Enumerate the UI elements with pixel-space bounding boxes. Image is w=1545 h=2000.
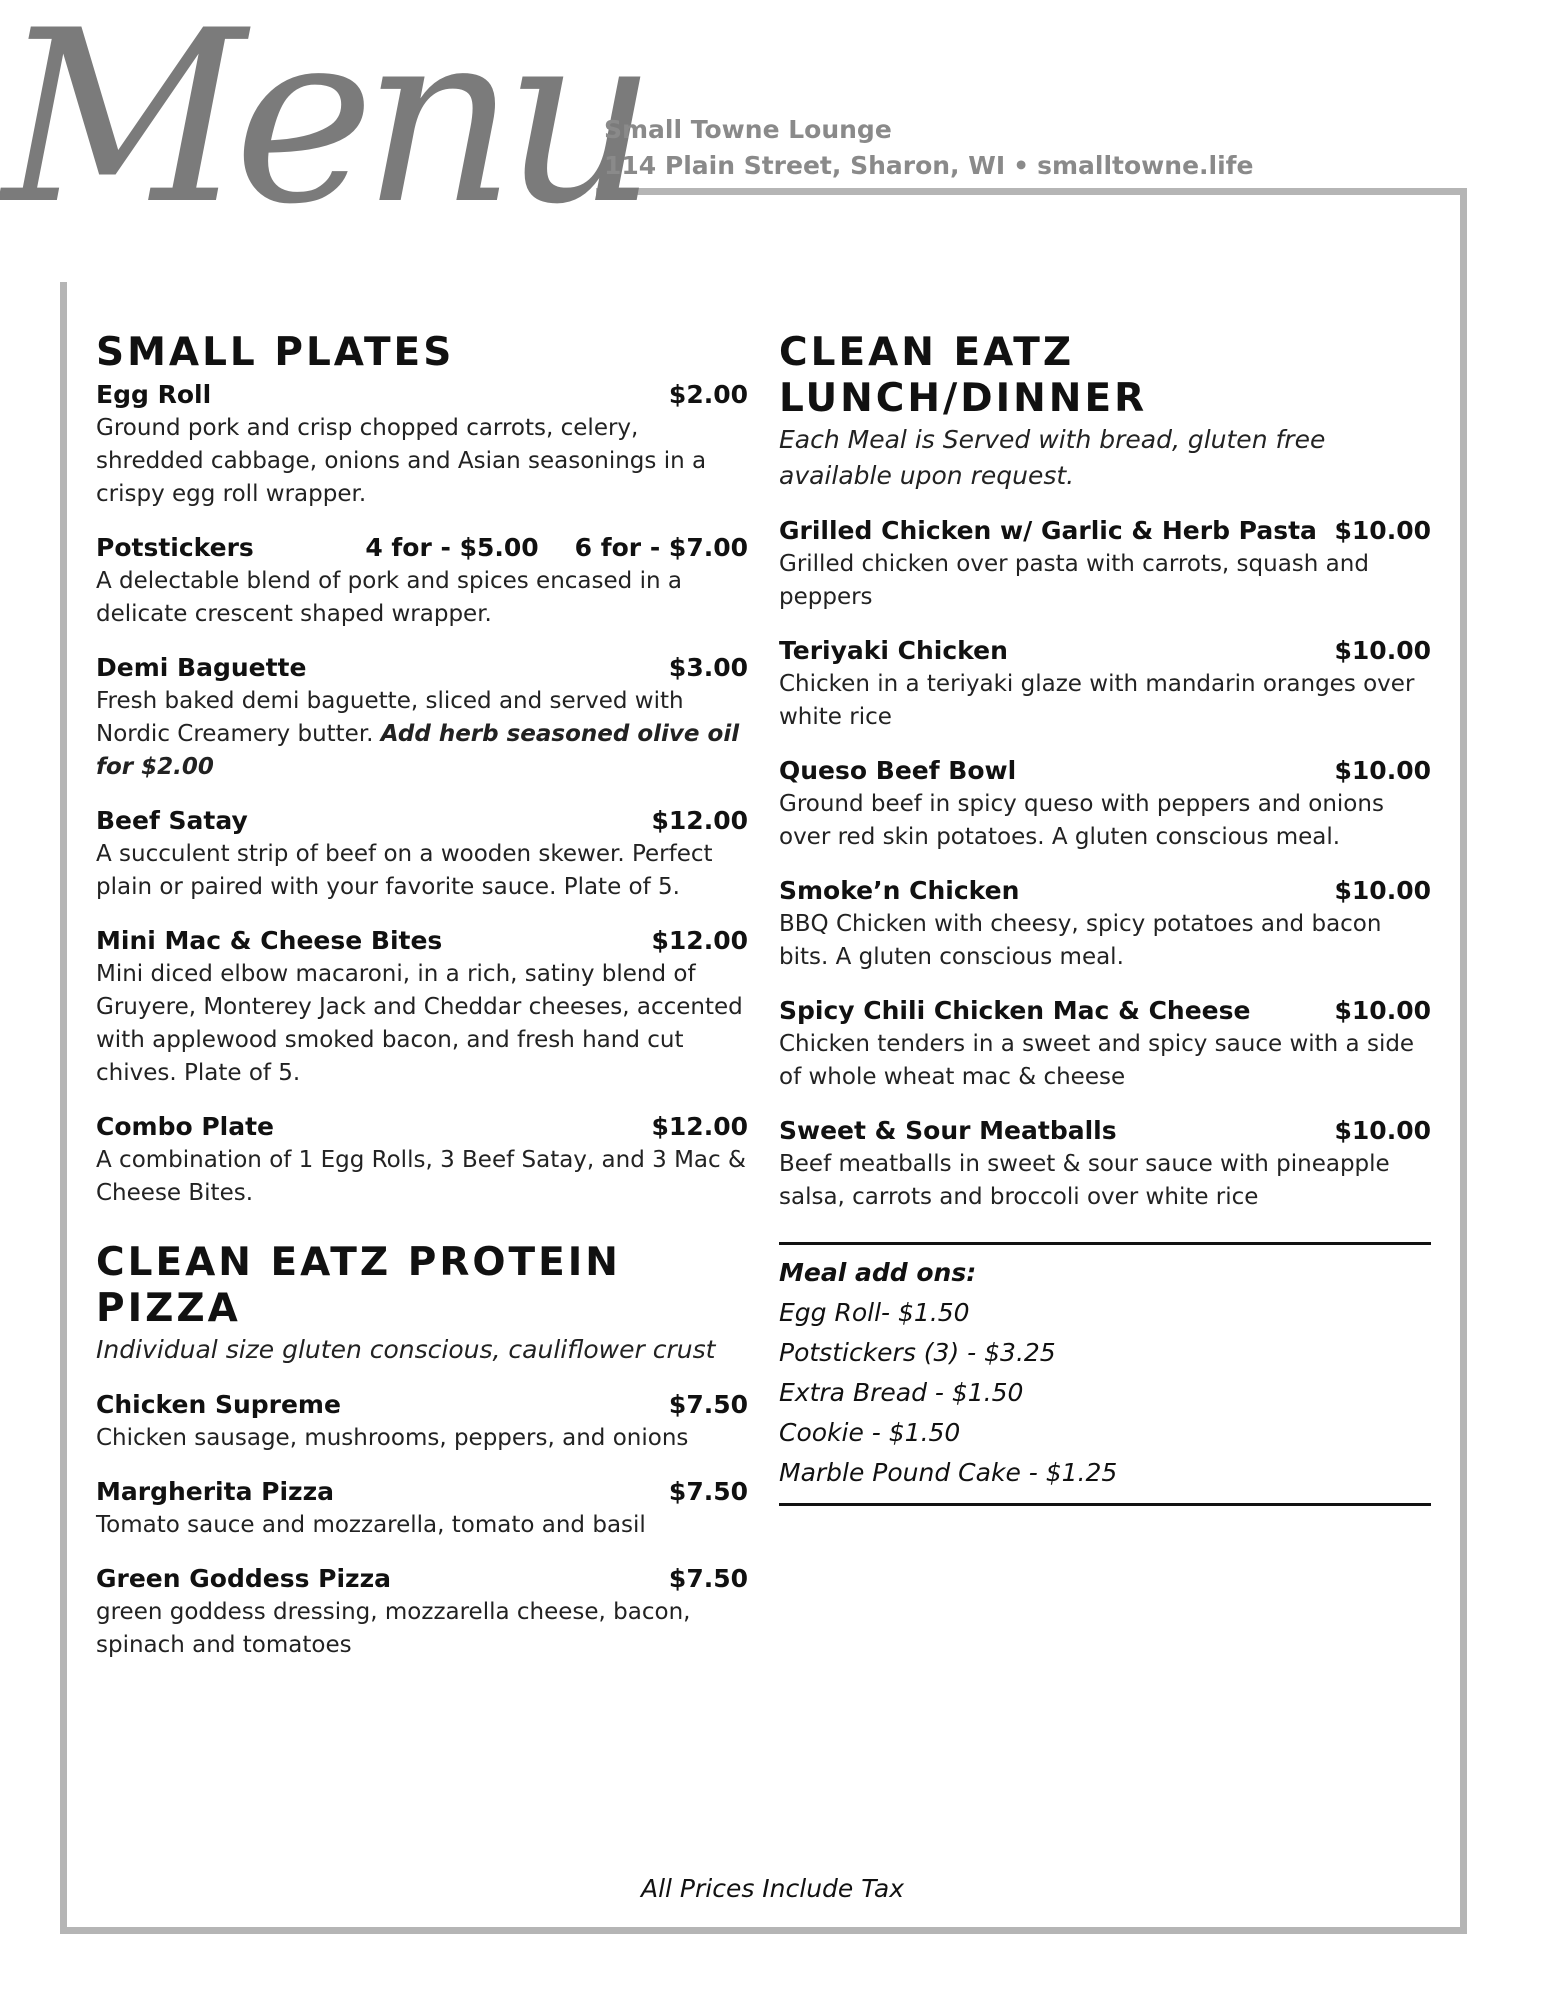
small-plates-title: SMALL PLATES	[96, 330, 455, 375]
item-name: Sweet & Sour Meatballs	[779, 1116, 1117, 1145]
item-description: Ground pork and crisp chopped carrots, celery, shredded cabbage, onions and Asian seasonings in a crispy egg roll wrapper.	[96, 415, 707, 507]
item-name: Spicy Chili Chicken Mac & Cheese	[779, 996, 1251, 1025]
item-price: $10.00	[1334, 636, 1431, 665]
item-description: BBQ Chicken with cheesy, spicy potatoes and bacon bits. A gluten conscious meal.	[779, 911, 1382, 970]
left-column	[96, 330, 748, 1662]
menu-item	[779, 994, 1431, 1094]
item-description: green goddess dressing, mozzarella cheese, bacon, spinach and tomatoes	[96, 1599, 691, 1658]
venue-address: 114 Plain Street, Sharon, WI	[604, 151, 1006, 180]
menu-item	[779, 754, 1431, 854]
venue-info	[604, 112, 1254, 184]
venue-address-line	[604, 148, 1254, 184]
menu-item	[96, 651, 748, 784]
menu-item	[779, 1114, 1431, 1214]
item-description: Chicken sausage, mushrooms, peppers, and onions	[96, 1425, 689, 1451]
frame-top-line	[596, 188, 1467, 195]
item-price: $7.50	[668, 1477, 748, 1506]
item-name: Mini Mac & Cheese Bites	[96, 926, 443, 955]
item-name: Chicken Supreme	[96, 1390, 341, 1419]
item-note: Add herb seasoned olive oil for $2.00	[96, 721, 740, 780]
item-description: A succulent strip of beef on a wooden skewer. Perfect plain or paired with your favorite sauce. Plate of 5.	[96, 841, 713, 900]
menu-item	[779, 514, 1431, 614]
item-price: $3.00	[668, 653, 748, 682]
brand-word: Menu	[2, 0, 646, 257]
item-name: Beef Satay	[96, 806, 248, 835]
protein-pizza-subtitle: Individual size gluten conscious, cauliflower crust	[96, 1335, 716, 1364]
addon-item: Potstickers (3) - $3.25	[779, 1338, 1056, 1367]
item-price: $10.00	[1334, 996, 1431, 1025]
lunch-dinner-subtitle: Each Meal is Served with bread, gluten free available upon request.	[779, 425, 1326, 490]
item-name: Margherita Pizza	[96, 1477, 335, 1506]
item-name: Egg Roll	[96, 380, 212, 409]
protein-pizza-title: CLEAN EATZ PROTEIN PIZZA	[96, 1240, 621, 1331]
item-description: Ground beef in spicy queso with peppers and onions over red skin potatoes. A gluten conscious meal.	[779, 791, 1384, 850]
item-price: $10.00	[1334, 756, 1431, 785]
menu-item	[96, 924, 748, 1090]
menu-item	[779, 634, 1431, 734]
item-description-text: Fresh baked demi baguette, sliced and served with Nordic Creamery butter.	[96, 688, 684, 747]
item-price: $12.00	[651, 1112, 748, 1141]
separator-dot: •	[1013, 151, 1030, 180]
lunch-dinner-title: CLEAN EATZ LUNCH/DINNER	[779, 330, 1148, 421]
item-description: Tomato sauce and mozzarella, tomato and basil	[96, 1512, 646, 1538]
item-price: $12.00	[651, 806, 748, 835]
item-name: Queso Beef Bowl	[779, 756, 1017, 785]
meal-addons-box	[779, 1242, 1431, 1506]
venue-name: Small Towne Lounge	[604, 115, 892, 144]
menu-item	[96, 378, 748, 511]
addon-item: Marble Pound Cake - $1.25	[779, 1458, 1118, 1487]
menu-item	[96, 531, 748, 631]
item-price: $7.50	[668, 1564, 748, 1593]
item-description: A delectable blend of pork and spices encased in a delicate crescent shaped wrapper.	[96, 568, 682, 627]
item-price: 6 for - $7.00	[574, 533, 748, 562]
item-name: Potstickers	[96, 533, 254, 562]
addon-item: Extra Bread - $1.50	[779, 1378, 1024, 1407]
item-price: $2.00	[668, 380, 748, 409]
item-name: Demi Baguette	[96, 653, 307, 682]
item-price: $10.00	[1334, 516, 1431, 545]
item-price: 4 for - $5.00	[365, 533, 539, 562]
menu-item	[96, 1388, 748, 1455]
menu-item	[96, 1110, 748, 1210]
frame-left-line	[60, 282, 67, 1934]
item-name: Combo Plate	[96, 1112, 275, 1141]
item-description: A combination of 1 Egg Rolls, 3 Beef Satay, and 3 Mac & Cheese Bites.	[96, 1147, 746, 1206]
item-price: $10.00	[1334, 876, 1431, 905]
item-description: Chicken in a teriyaki glaze with mandarin oranges over white rice	[779, 671, 1415, 730]
footer-note: All Prices Include Tax	[640, 1874, 905, 1903]
frame-right-line	[1460, 190, 1467, 1934]
right-column	[779, 330, 1431, 1506]
menu-item	[96, 1475, 748, 1542]
addons-title: Meal add ons:	[779, 1258, 977, 1287]
menu-item	[96, 804, 748, 904]
item-description: Grilled chicken over pasta with carrots, squash and peppers	[779, 551, 1369, 610]
item-description: Mini diced elbow macaroni, in a rich, satiny blend of Gruyere, Monterey Jack and Cheddar cheeses, accented with applewood smoked bacon, and fresh hand cut chives. Plate of 5.	[96, 961, 743, 1086]
item-name: Green Goddess Pizza	[96, 1564, 392, 1593]
item-description: Beef meatballs in sweet & sour sauce with pineapple salsa, carrots and broccoli over white rice	[779, 1151, 1390, 1210]
venue-website: smalltowne.life	[1037, 151, 1254, 180]
menu-item	[96, 1562, 748, 1662]
item-price: $7.50	[668, 1390, 748, 1419]
item-price: $12.00	[651, 926, 748, 955]
item-description	[96, 685, 748, 784]
item-name: Grilled Chicken w/ Garlic & Herb Pasta	[779, 516, 1317, 545]
item-description: Chicken tenders in a sweet and spicy sauce with a side of whole wheat mac & cheese	[779, 1031, 1415, 1090]
item-price: $10.00	[1334, 1116, 1431, 1145]
item-name: Smoke’n Chicken	[779, 876, 1020, 905]
item-name: Teriyaki Chicken	[779, 636, 1008, 665]
addon-item: Cookie - $1.50	[779, 1418, 961, 1447]
addon-item: Egg Roll- $1.50	[779, 1298, 970, 1327]
frame-bottom-line	[60, 1927, 1467, 1934]
menu-item	[779, 874, 1431, 974]
